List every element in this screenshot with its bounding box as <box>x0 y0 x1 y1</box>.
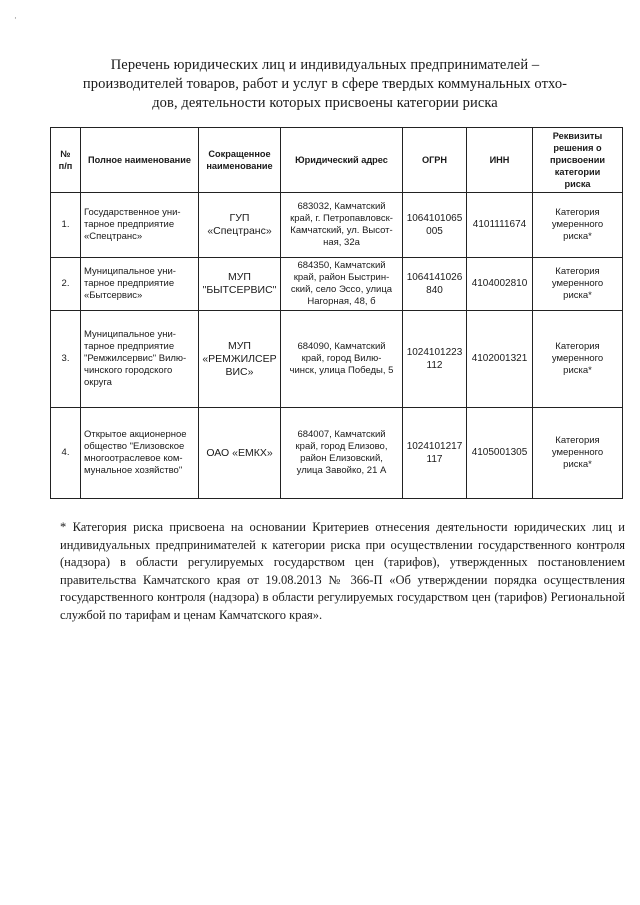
cell-decision: Категория умеренного риска* <box>533 408 623 499</box>
header-address: Юридический адрес <box>281 128 403 193</box>
cell-ogrn: 1024101223 112 <box>403 311 467 408</box>
scan-mark: · <box>14 14 17 24</box>
cell-full-name: Открытое акционерное общество "Елизовское многоотраслевое ком- мунальное хозяйство" <box>81 408 199 499</box>
cell-inn: 4104002810 <box>467 258 533 311</box>
cell-full-name: Государственное уни- тарное предприятие «Спецтранс» <box>81 193 199 258</box>
cell-short-name: МУП «РЕМЖИЛСЕР ВИС» <box>199 311 281 408</box>
cell-ogrn: 1024101217 117 <box>403 408 467 499</box>
cell-inn: 4101111674 <box>467 193 533 258</box>
table-row <box>51 311 623 408</box>
cell-address: 684090, Камчатский край, город Вилю- чинск, улица Победы, 5 <box>281 311 403 408</box>
header-decision: Реквизиты решения о присвоении категории риска <box>533 128 623 193</box>
table-row <box>51 258 623 311</box>
title-line-1: Перечень юридических лиц и индивидуальных предпринимателей – <box>110 57 540 73</box>
cell-full-name: Муниципальное уни- тарное предприятие «Бытсервис» <box>81 258 199 311</box>
cell-ogrn: 1064101065 005 <box>403 193 467 258</box>
header-ogrn: ОГРН <box>403 128 467 193</box>
cell-short-name: ОАО «ЕМКХ» <box>199 408 281 499</box>
table-row <box>51 408 623 499</box>
table-row <box>51 193 623 258</box>
header-full-name: Полное наименование <box>81 128 199 193</box>
cell-num: 4. <box>51 408 81 499</box>
cell-short-name: МУП "БЫТСЕРВИС" <box>199 258 281 311</box>
cell-decision: Категория умеренного риска* <box>533 311 623 408</box>
cell-num: 1. <box>51 193 81 258</box>
header-short-name: Сокращенное наименование <box>199 128 281 193</box>
registry-table <box>50 127 623 499</box>
table-header-row <box>51 128 623 193</box>
document-title <box>60 56 590 113</box>
cell-inn: 4105001305 <box>467 408 533 499</box>
cell-decision: Категория умеренного риска* <box>533 193 623 258</box>
cell-num: 3. <box>51 311 81 408</box>
cell-inn: 4102001321 <box>467 311 533 408</box>
cell-decision: Категория умеренного риска* <box>533 258 623 311</box>
header-num: № п/п <box>51 128 81 193</box>
cell-num: 2. <box>51 258 81 311</box>
cell-address: 684007, Камчатский край, город Елизово, район Елизовский, улица Завойко, 21 А <box>281 408 403 499</box>
cell-address: 684350, Камчатский край, район Быстрин- ский, село Эссо, улица Нагорная, 48, б <box>281 258 403 311</box>
footnote: * Категория риска присвоена на основании Критериев отнесения деятельности юридических лиц и индивидуальных предпринимателей к категории риска при осуществлении государственного контроля (надзора) в области регулируемых государством цен (тарифов), утвержденных постановлением правительства Камчатского края от 19.08.2013 № 366-П «Об утверждении порядка осуществления государственного контроля (надзора) в области регулируемых государством цен (тарифов) Региональной службой по тарифам и ценам Камчатского края». <box>60 520 625 622</box>
cell-full-name: Муниципальное уни- тарное предприятие "Ремжилсервис" Вилю- чинского городского округа <box>81 311 199 408</box>
header-inn: ИНН <box>467 128 533 193</box>
cell-short-name: ГУП «Спецтранс» <box>199 193 281 258</box>
cell-address: 683032, Камчатский край, г. Петропавловск- Камчатский, ул. Высот- ная, 32а <box>281 193 403 258</box>
title-line-2: производителей товаров, работ и услуг в сфере твердых коммунальных отхо- <box>82 76 568 92</box>
cell-ogrn: 1064141026 840 <box>403 258 467 311</box>
title-line-3: дов, деятельности которых присвоены категории риска <box>152 95 498 111</box>
